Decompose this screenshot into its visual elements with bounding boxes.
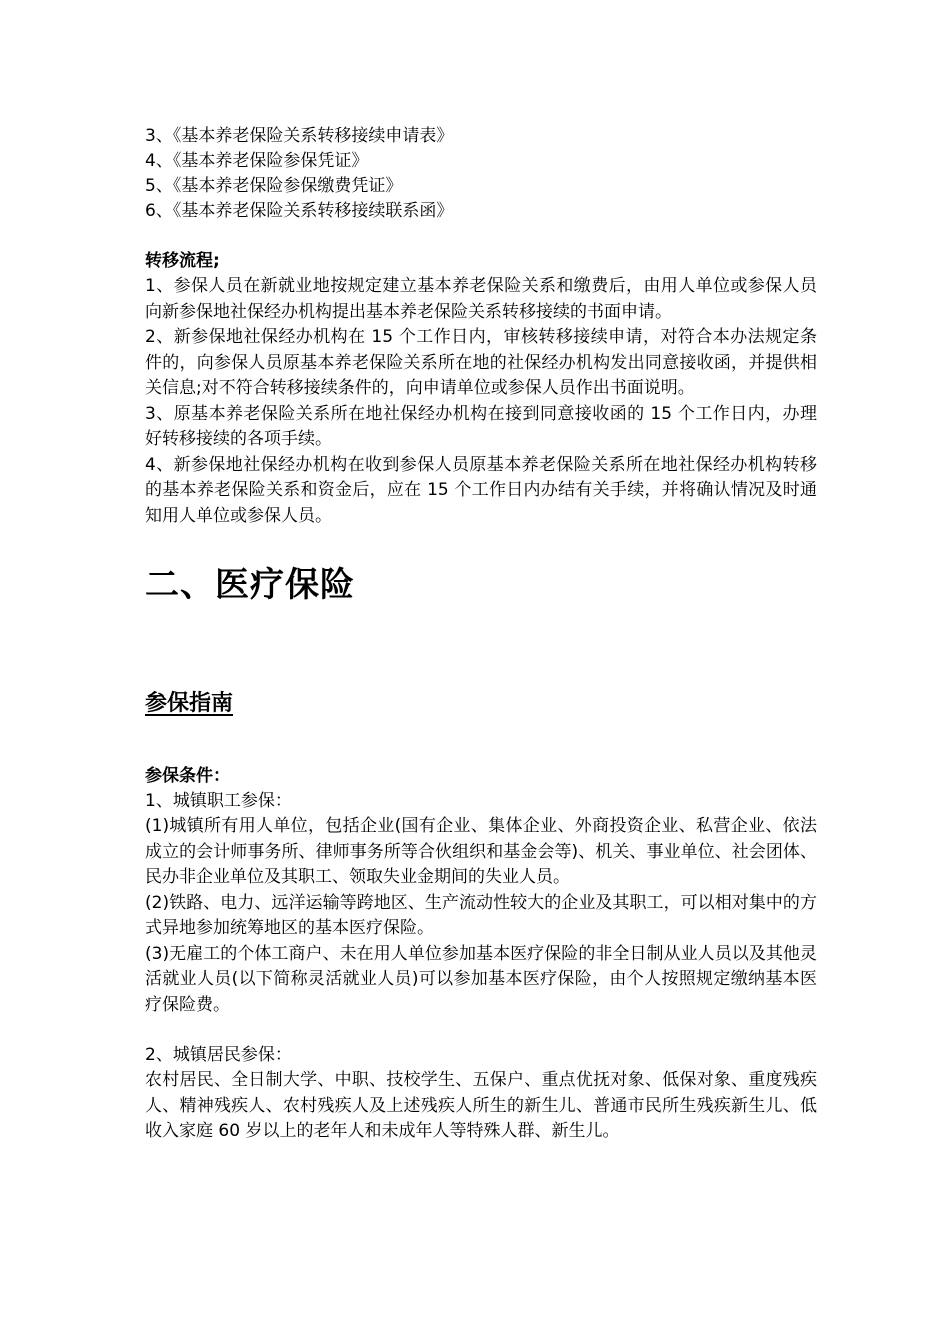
section-title: 二、医疗保险 (145, 565, 355, 605)
transfer-step: 2、新参保地社保经办机构在 15 个工作日内，审核转移接续申请，对符合本办法规定条件的，向参保人员原基本养老保险关系所在地的社保经办机构发出同意接收函，并提供相关信息;对不符合转移接续条件的，向申请单位或参保人员作出书面说明。 (145, 327, 817, 398)
transfer-step: 1、参保人员在新就业地按规定建立基本养老保险关系和缴费后，由用人单位或参保人员向新参保地社保经办机构提出基本养老保险关系转移接续的书面申请。 (145, 276, 817, 322)
spacer (145, 224, 817, 249)
urban-residents-text: 农村居民、全日制大学、中职、技校学生、五保户、重点优抚对象、低保对象、重度残疾人、精神残疾人、农村残疾人及上述残疾人所生的新生儿、普通市民所生残疾新生儿、低收入家庭 60 岁以上的老年人和未成年人等特殊人群、新生儿。 (145, 1070, 817, 1141)
doc-list-item: 6、《基本养老保险关系转移接续联系函》 (145, 201, 454, 221)
urban-workers-label: 1、城镇职工参保： (145, 791, 292, 811)
doc-list-item: 3、《基本养老保险关系转移接续申请表》 (145, 126, 454, 146)
spacer (145, 719, 817, 764)
condition-item: (2)铁路、电力、远洋运输等跨地区、生产流动性较大的企业及其职工，可以相对集中的方式异地参加统筹地区的基本医疗保险。 (145, 892, 817, 938)
condition-item: (3)无雇工的个体工商户、未在用人单位参加基本医疗保险的非全日制从业人员以及其他灵活就业人员(以下简称灵活就业人员)可以参加基本医疗保险，由个人按照规定缴纳基本医疗保险费。 (145, 943, 817, 1015)
document-page (145, 124, 817, 1145)
transfer-step: 4、新参保地社保经办机构在收到参保人员原基本养老保险关系所在地社保经办机构转移的基本养老保险关系和资金后，应在 15 个工作日内办结有关手续，并将确认情况及时通知用人单位或参保人员。 (145, 454, 817, 526)
spacer (145, 1018, 817, 1043)
urban-residents-label: 2、城镇居民参保： (145, 1045, 292, 1065)
transfer-heading: 转移流程; (145, 251, 220, 271)
guide-title: 参保指南 (145, 691, 234, 716)
conditions-heading: 参保条件： (145, 766, 230, 786)
doc-list-item: 4、《基本养老保险参保凭证》 (145, 151, 369, 171)
condition-item: (1)城镇所有用人单位，包括企业(国有企业、集体企业、外商投资企业、私营企业、依法成立的会计师事务所、律师事务所等合伙组织和基金会等)、机关、事业单位、社会团体、民办非企业单位及其职工、领取失业金期间的失业人员。 (145, 816, 817, 887)
transfer-step: 3、原基本养老保险关系所在地社保经办机构在接到同意接收函的 15 个工作日内，办理好转移接续的各项手续。 (145, 403, 817, 449)
doc-list-item: 5、《基本养老保险参保缴费凭证》 (145, 176, 403, 196)
